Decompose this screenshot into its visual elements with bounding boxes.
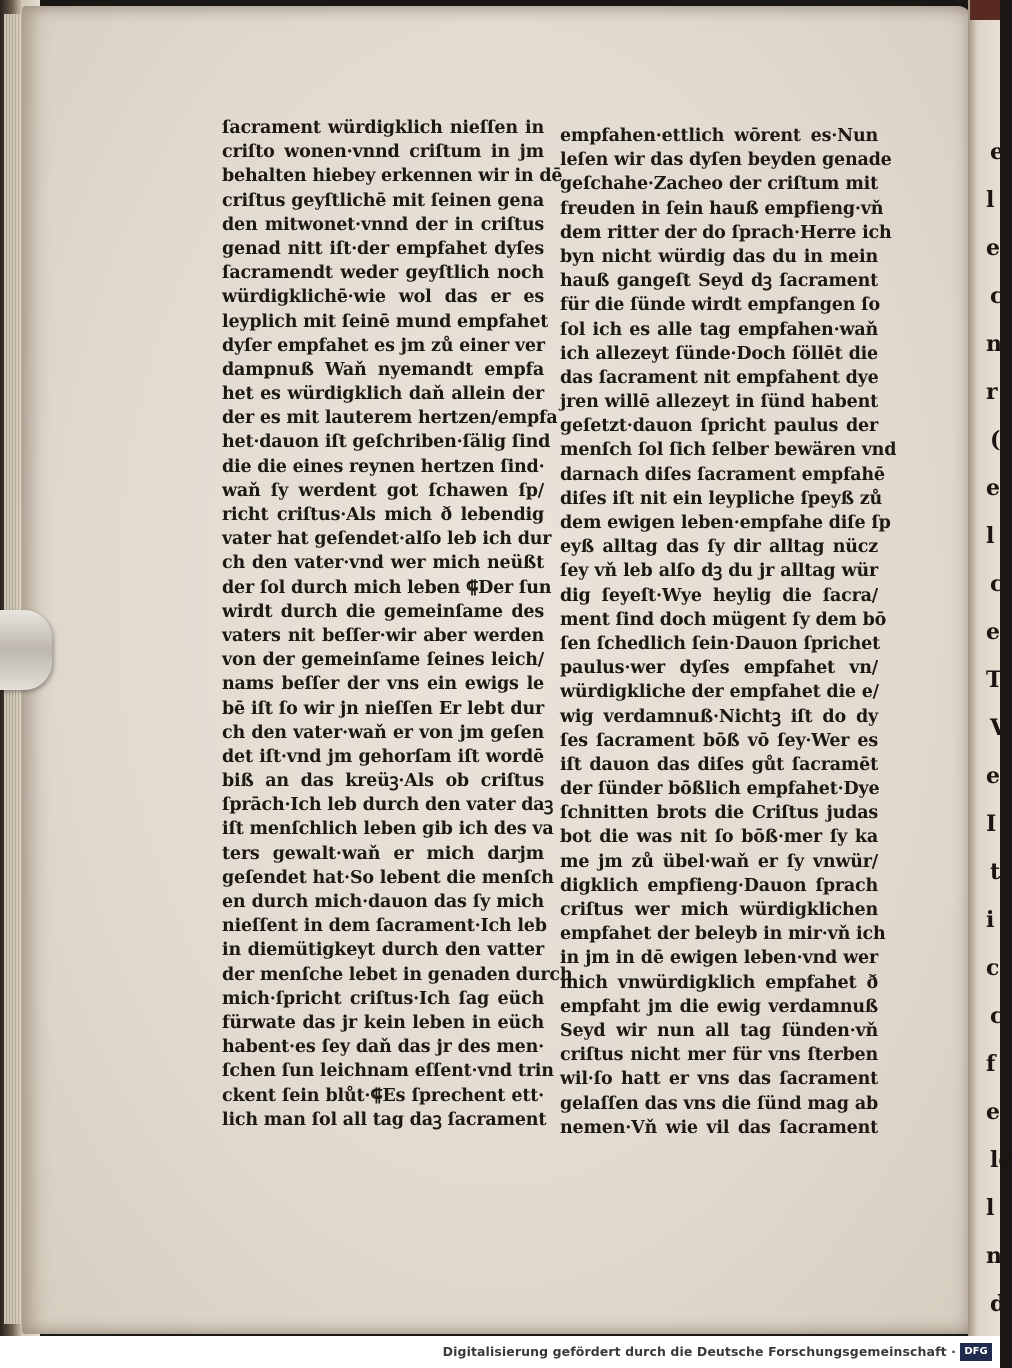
text-line: mich vnwürdigklich empfahet ð <box>560 972 878 993</box>
facing-page-letter: d <box>990 1291 1006 1317</box>
text-line: ſacramendt weder geyſtlich noch <box>222 263 544 284</box>
text-line: nams beſſer der vns ein ewigs le <box>222 674 544 695</box>
facing-page-letter: le <box>990 1147 1012 1173</box>
text-line: en durch mich·dauon das ſy mich <box>222 892 544 912</box>
digitization-footer <box>0 1336 1000 1368</box>
dfg-logo: DFG <box>960 1343 992 1361</box>
text-line: von der gemeinſame ſeines leich/ <box>222 650 544 671</box>
text-line: paulus·wer dyſes empfahet vn/ <box>560 658 878 679</box>
text-column-right <box>560 124 897 1140</box>
page-clip <box>0 610 52 690</box>
text-line: gelaſſen das vns die ſünd mag ab <box>560 1093 878 1114</box>
text-column-left <box>222 116 573 1132</box>
text-line: hauß gangeſt Seyd dꝫ ſacrament <box>560 271 878 292</box>
text-line: ſey vň leb alſo dꝫ du jr alltag wür <box>560 561 878 582</box>
text-line: geſchahe·Zacheo der criſtum mit <box>560 174 878 195</box>
text-line: würdigklichē·wie wol das er es <box>222 287 544 308</box>
text-line: ſchnitten brots die Criſtus judas <box>560 803 878 824</box>
text-line: empfahen·ettlich wōrent es·Nun <box>560 126 878 146</box>
text-line: das ſacrament nit empfahent dye <box>560 367 879 388</box>
text-line: dig ſeyeſt·Wye heylig die ſacra/ <box>560 585 878 606</box>
text-line: der ſünder bōßlich empfahet·Dye <box>560 779 880 800</box>
facing-page-letter: l <box>986 1195 995 1221</box>
text-line: diſes iſt nit ein leypliche ſpeyß zů <box>560 488 882 509</box>
text-line: wig verdamnuß·Nichtꝫ iſt do dy <box>560 706 878 727</box>
text-line: Seyd wir nun all tag ſünden·vň <box>560 1020 878 1041</box>
text-line: criſto wonen·vnnd criſtum in jm <box>222 142 544 163</box>
text-line: der es mit lauterem hertzen/empfa <box>222 408 558 429</box>
text-line: fürwate das jr kein leben in eüch <box>222 1012 544 1033</box>
text-line: criſtus nicht mer für vns ſterben <box>560 1045 878 1066</box>
text-line: iſt dauon das diſes gůt ſacramēt <box>560 754 878 775</box>
facing-page-letter: e <box>986 763 1000 789</box>
text-line: wirdt durch die gemeinſame des <box>222 601 544 622</box>
text-line: ckent ſein blůt·⸿Es ſprechent ett· <box>222 1085 544 1106</box>
text-line: iſt menſchlich leben gib ich des va <box>222 819 554 840</box>
text-line: leſen wir das dyſen beyden genade <box>560 150 892 171</box>
facing-page-letter: r <box>986 379 998 405</box>
text-line: menſch ſol ſich ſelber bewären vnd <box>560 440 897 461</box>
text-line: empfahet der beleyb in mir·vň ich <box>560 924 886 945</box>
text-line: der ſol durch mich leben ⸿Der ſun <box>222 577 552 598</box>
facing-page-letter: c <box>990 1003 1004 1029</box>
text-line: ich allezeyt ſünde·Doch ſöllēt die <box>560 343 878 364</box>
facing-page-letter: I <box>986 811 997 837</box>
text-line: ſen ſchedlich ſein·Dauon ſprichet <box>560 633 881 654</box>
text-line: die die eines reynen hertzen ſind· <box>222 456 545 477</box>
facing-page-letter: c <box>986 955 1000 981</box>
text-line: nieſſent in dem ſacrament·Ich leb <box>222 916 547 937</box>
text-line: me jm zů übel·waň er ſy vnwür/ <box>560 851 878 872</box>
facing-page-letter: n <box>986 331 1002 357</box>
facing-page-letter: t <box>990 859 1001 885</box>
text-line: in diemütigkeyt durch den vatter <box>222 940 544 961</box>
text-line: ment ſind doch mügent ſy dem bō <box>560 609 887 630</box>
facing-page-letter: e <box>986 475 1000 501</box>
text-line: biß an das kreüꝫ·Als ob criſtus <box>222 771 544 792</box>
text-line: ch den vater·waň er von jm geſen <box>222 722 544 743</box>
book-cover-strip <box>970 0 1000 20</box>
text-line: dem ritter der do ſprach·Herre ich <box>560 222 892 243</box>
text-line: lich man ſol all tag daꝫ ſacrament <box>222 1109 547 1130</box>
text-line: empfaht jm die ewig verdamnuß <box>560 996 878 1017</box>
text-line: würdigkliche der empfahet die e/ <box>560 682 879 703</box>
text-line: richt criſtus·Als mich ð lebendig <box>222 505 544 525</box>
facing-page-letter: n <box>986 1243 1002 1269</box>
text-line: digklich empfieng·Dauon ſprach <box>560 875 878 896</box>
facing-page-letter: e <box>986 1099 1000 1125</box>
text-line: geſetzt·dauon ſpricht paulus der <box>560 416 878 437</box>
facing-page-letter: V <box>990 715 1008 741</box>
facing-page-letter: ( <box>990 427 1001 453</box>
facing-page-edge <box>968 0 1012 1336</box>
facing-page-letter: f <box>986 1051 996 1077</box>
text-line: byn nicht würdig das du in mein <box>560 246 878 267</box>
text-line: nemen·Vň wie vil das ſacrament <box>560 1117 878 1138</box>
facing-page-letter: e <box>986 619 1000 645</box>
text-line: darnach diſes ſacrament empfahē <box>560 464 885 485</box>
text-line: vaters nit beſſer·wir aber werden <box>222 625 544 646</box>
text-line: geſendet hat·So lebent die menſch <box>222 867 554 888</box>
text-line: freuden in ſein hauß empfieng·vň <box>560 198 884 219</box>
text-line: dampnuß Waň nyemandt empfa <box>222 359 544 380</box>
text-line: ſacrament würdigklich nieſſen in <box>222 118 544 138</box>
text-line: ſol ich es alle tag empfahen·waň <box>560 319 878 340</box>
facing-page-letter: l <box>986 523 995 549</box>
text-line: leyplich mit ſeinē mund empfahet <box>222 311 549 332</box>
facing-page-letter: e <box>990 139 1004 165</box>
text-line: mich·ſpricht criſtus·Ich ſag eüch <box>222 988 544 1009</box>
text-line: het es würdigklich daň allein der <box>222 384 544 405</box>
text-line: waň ſy werdent got ſchawen ſp/ <box>222 480 544 501</box>
text-line: ch den vater·vnd wer mich neüßt <box>222 553 544 574</box>
facing-page-letter: T <box>986 667 1003 693</box>
text-line: bē iſt ſo wir jn nieſſen Er lebt dur <box>222 698 544 719</box>
text-line: in jm in dē ewigen leben·vnd wer <box>560 948 878 969</box>
text-line: ſprāch·Ich leb durch den vater daꝫ <box>222 795 554 816</box>
text-line: habent·es ſey daň das jr des men· <box>222 1037 544 1058</box>
text-line: ſes ſacrament bōß vō ſey·Wer es <box>560 730 878 751</box>
text-line: bot die was nit ſo bōß·mer ſy ka <box>560 827 878 848</box>
text-line: den mitwonet·vnnd der in criſtus <box>222 214 544 235</box>
text-line: vater hat geſendet·alſo leb ich dur <box>222 529 552 550</box>
facing-page-letter: c <box>990 283 1004 309</box>
text-line: criſtus geyſtlichē mit ſeinen gena <box>222 190 544 211</box>
text-line: dyſer empfahet es jm zů einer ver <box>222 335 545 356</box>
text-line: der menſche lebet in genaden durch <box>222 964 573 985</box>
text-line: behalten hiebey erkennen wir in dē <box>222 166 563 187</box>
text-line: eyß alltag das ſy dir alltag nücz <box>560 537 878 558</box>
text-line: het·dauon iſt geſchriben·ſälig ſind <box>222 432 551 453</box>
facing-page-letter: e <box>986 235 1000 261</box>
text-line: genad nitt iſt·der empfahet dyſes <box>222 238 544 259</box>
facing-page-letter: c <box>990 571 1004 597</box>
text-line: ters gewalt·waň er mich darjm <box>222 843 544 864</box>
footer-credit: Digitalisierung gefördert durch die Deutsche Forschungsgemeinschaft · <box>442 1344 956 1359</box>
text-line: det iſt·vnd jm gehorſam iſt wordē <box>222 746 544 767</box>
text-line: jren willē allezeyt in ſünd habent <box>560 392 878 413</box>
text-line: criſtus wer mich würdigklichen <box>560 900 878 920</box>
text-line: für die ſünde wirdt empfangen ſo <box>560 295 880 316</box>
text-line: ſchen ſun leichnam eſſent·vnd trin <box>222 1061 554 1082</box>
facing-page-letter: l <box>986 187 995 213</box>
text-line: wil·ſo hatt er vns das ſacrament <box>560 1069 878 1090</box>
facing-page-letter: i <box>986 907 995 933</box>
text-line: dem ewigen leben·empfahe diſe ſp <box>560 513 891 533</box>
